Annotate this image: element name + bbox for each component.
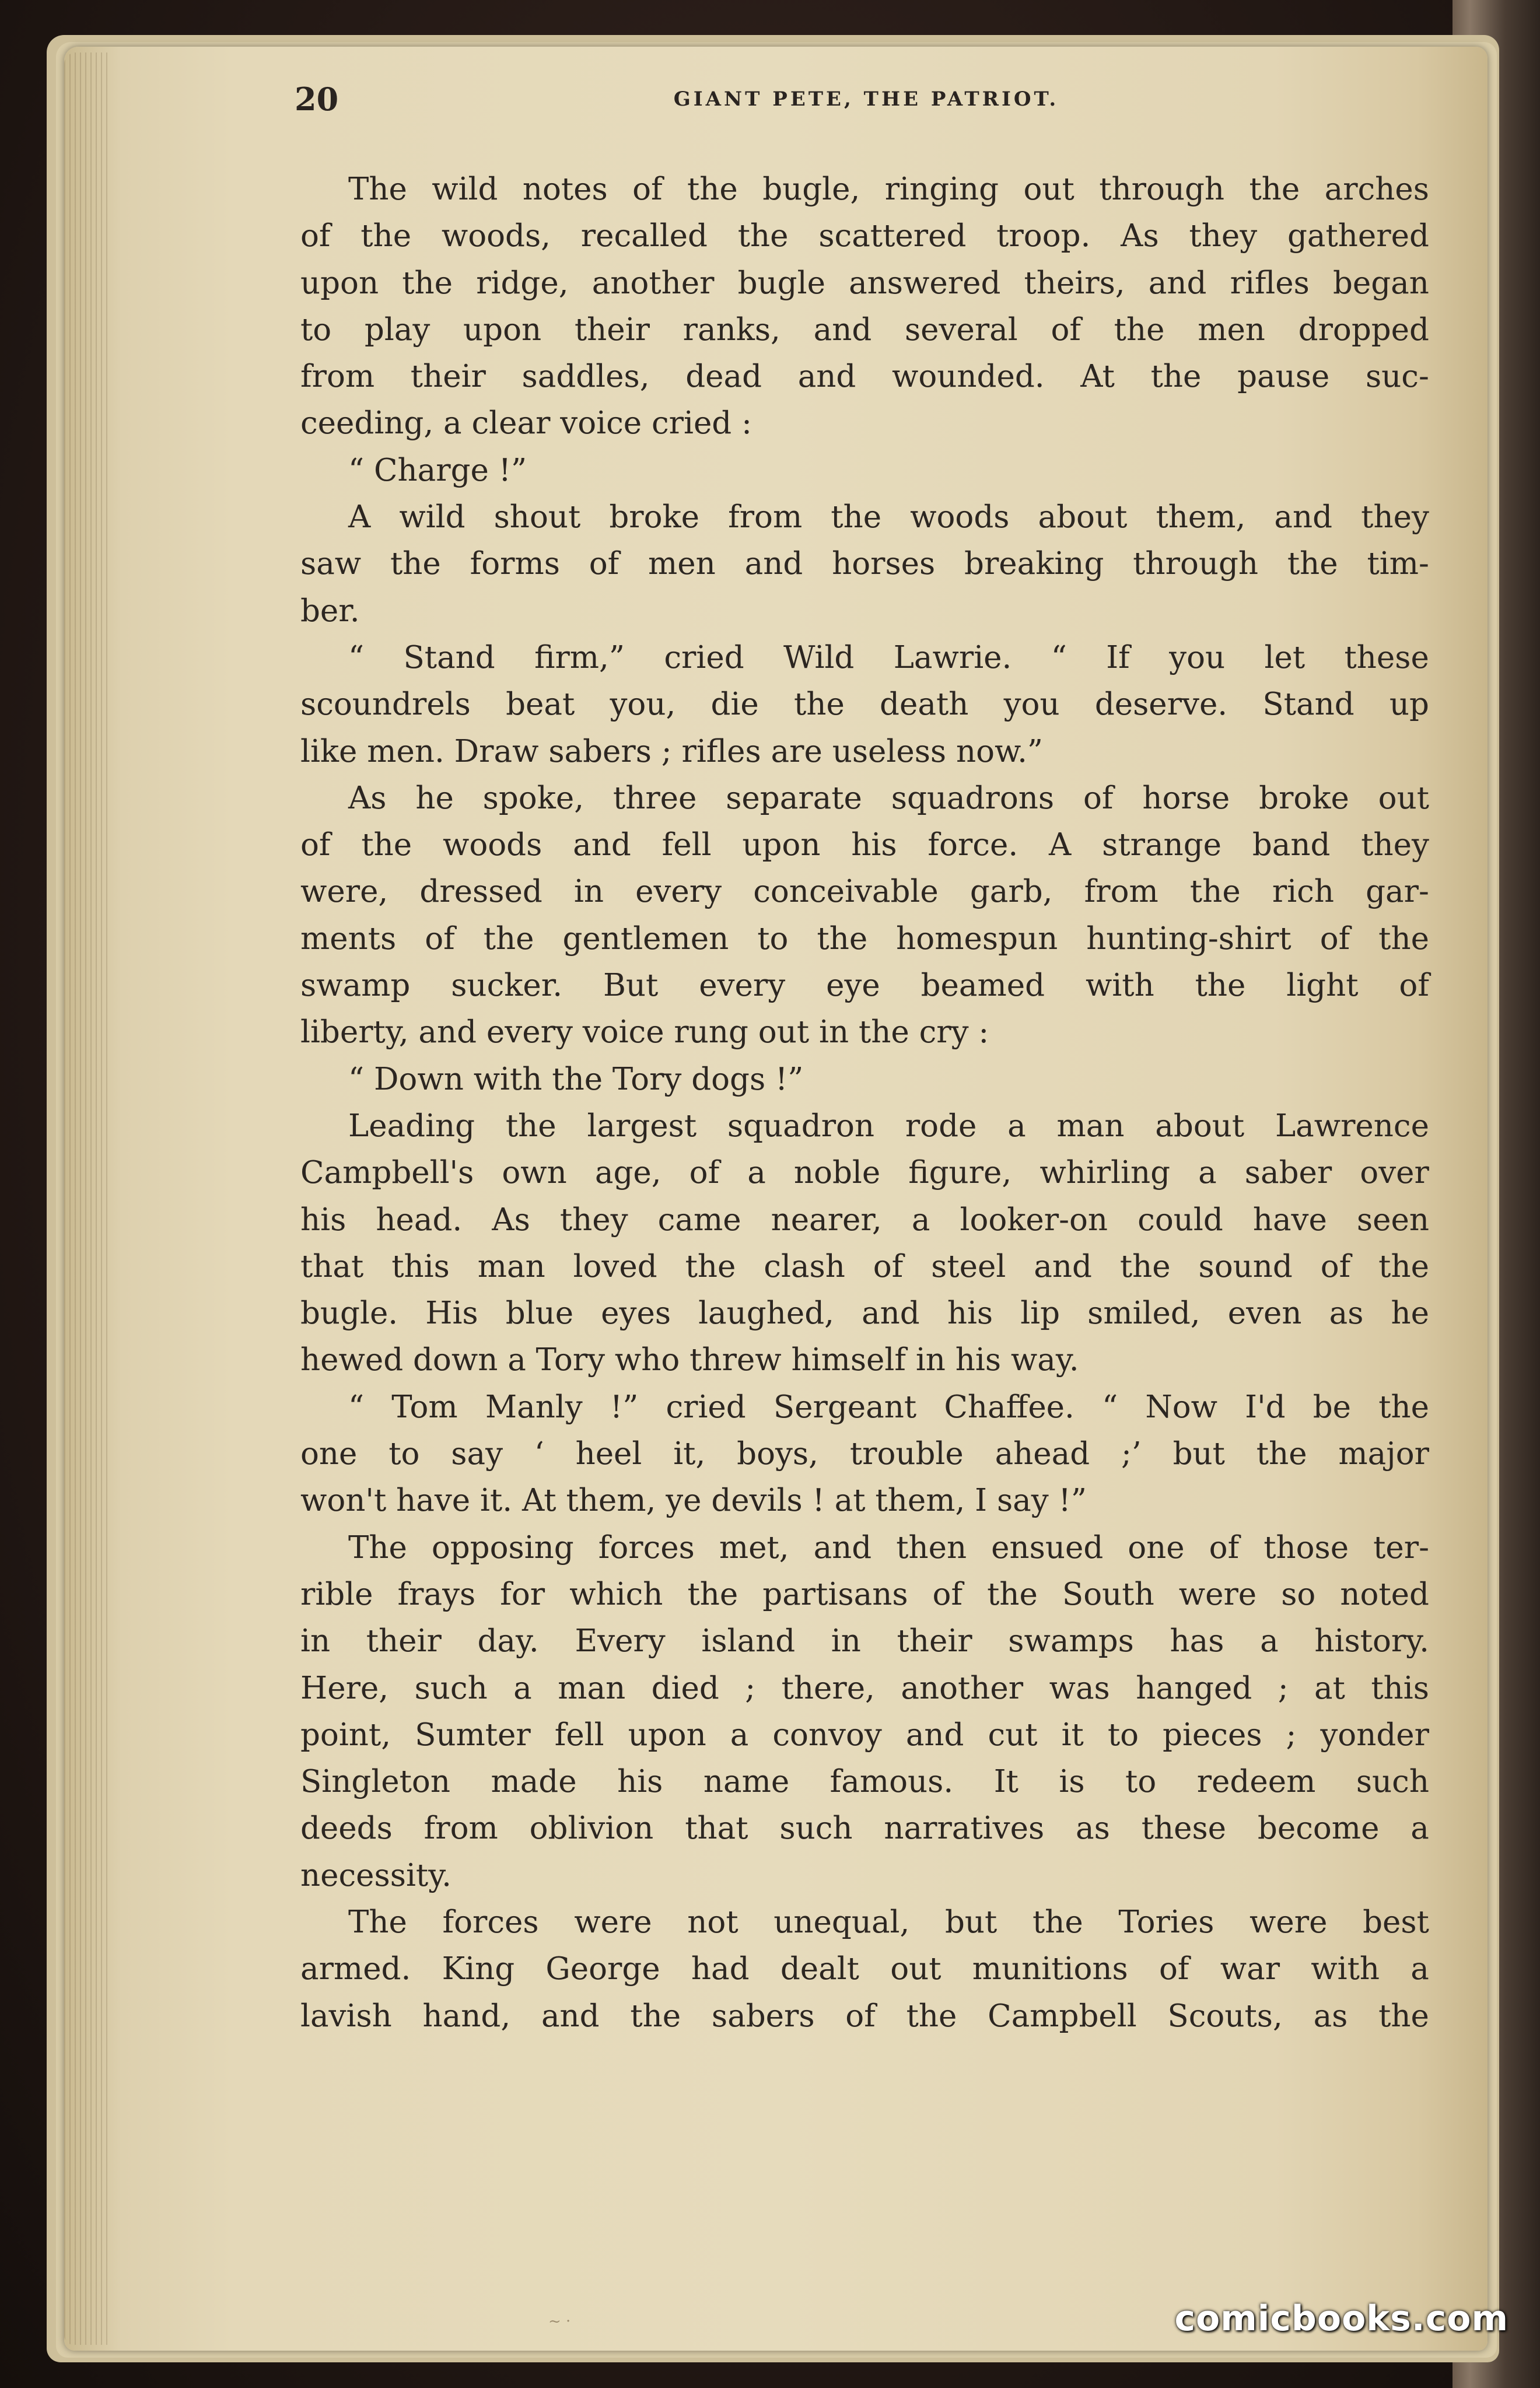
page-smudge: ~ · (548, 2313, 571, 2330)
text-line: “ Charge !” (348, 452, 527, 488)
text-line: his head. As they came nearer, a looker-on could have seen (300, 1202, 1429, 1238)
text-line: of the woods and fell upon his force. A strange band they (300, 827, 1429, 863)
page-number: 20 (295, 80, 339, 118)
text-line: “ Down with the Tory dogs !” (348, 1061, 804, 1097)
text-line: that this man loved the clash of steel and the sound of the (300, 1248, 1429, 1284)
text-line: The opposing forces met, and then ensued one of those ter- (348, 1529, 1429, 1566)
text-line: were, dressed in every conceivable garb, from the rich gar- (300, 874, 1429, 910)
text-line: armed. King George had dealt out munitions of war with a (300, 1951, 1429, 1987)
text-line: hewed down a Tory who threw himself in his way. (300, 1342, 1079, 1378)
text-line: ments of the gentlemen to the homespun hunting-shirt of the (300, 920, 1429, 957)
text-line: necessity. (300, 1857, 452, 1893)
text-line: won't have it. At them, ye devils ! at them, I say !” (300, 1483, 1087, 1519)
text-line: liberty, and every voice rung out in the cry : (300, 1014, 989, 1051)
watermark: comicbooks.com (1174, 2298, 1508, 2339)
text-line: one to say ‘ heel it, boys, trouble ahead ;’ but the major (300, 1436, 1429, 1472)
text-line: upon the ridge, another bugle answered theirs, and rifles began (300, 265, 1429, 301)
text-line: like men. Draw sabers ; rifles are useless now.” (300, 733, 1044, 769)
text-line: lavish hand, and the sabers of the Campbell Scouts, as the (300, 1998, 1429, 2034)
text-line: scoundrels beat you, die the death you deserve. Stand up (300, 687, 1429, 723)
text-line: rible frays for which the partisans of the South were so noted (300, 1576, 1429, 1612)
text-line: Here, such a man died ; there, another was hanged ; at this (300, 1670, 1429, 1706)
text-line: from their saddles, dead and wounded. At the pause suc- (300, 359, 1429, 395)
text-line: ber. (300, 593, 360, 629)
text-line: Campbell's own age, of a noble figure, whirling a saber over (300, 1155, 1429, 1191)
text-line: swamp sucker. But every eye beamed with the light of (300, 968, 1429, 1004)
text-line: deeds from oblivion that such narratives as these become a (300, 1811, 1429, 1847)
text-line: point, Sumter fell upon a convoy and cut it to pieces ; yonder (300, 1717, 1429, 1753)
running-head: GIANT PETE, THE PATRIOT. (673, 87, 1059, 111)
text-line: Leading the largest squadron rode a man about Lawrence (348, 1108, 1429, 1144)
body-text (300, 166, 1429, 2040)
text-line: ceeding, a clear voice cried : (300, 405, 752, 442)
text-line: The wild notes of the bugle, ringing out through the arches (348, 171, 1429, 207)
text-line: As he spoke, three separate squadrons of horse broke out (348, 780, 1429, 816)
text-line: The forces were not unequal, but the Tories were best (348, 1904, 1429, 1940)
text-line: bugle. His blue eyes laughed, and his lip smiled, even as he (300, 1295, 1429, 1332)
text-line: saw the forms of men and horses breaking through the tim- (300, 546, 1429, 582)
text-line: Singleton made his name famous. It is to redeem such (300, 1764, 1429, 1800)
page-header (295, 76, 1438, 122)
text-line: “ Tom Manly !” cried Sergeant Chaffee. “ Now I'd be the (348, 1389, 1429, 1425)
text-line: to play upon their ranks, and several of the men dropped (300, 311, 1429, 348)
text-line: A wild shout broke from the woods about them, and they (348, 499, 1429, 535)
text-line: “ Stand firm,” cried Wild Lawrie. “ If you let these (348, 639, 1429, 675)
text-line: in their day. Every island in their swamps has a history. (300, 1623, 1429, 1659)
text-line: of the woods, recalled the scattered troop. As they gathered (300, 218, 1429, 254)
page-edge-lines (64, 52, 111, 2345)
